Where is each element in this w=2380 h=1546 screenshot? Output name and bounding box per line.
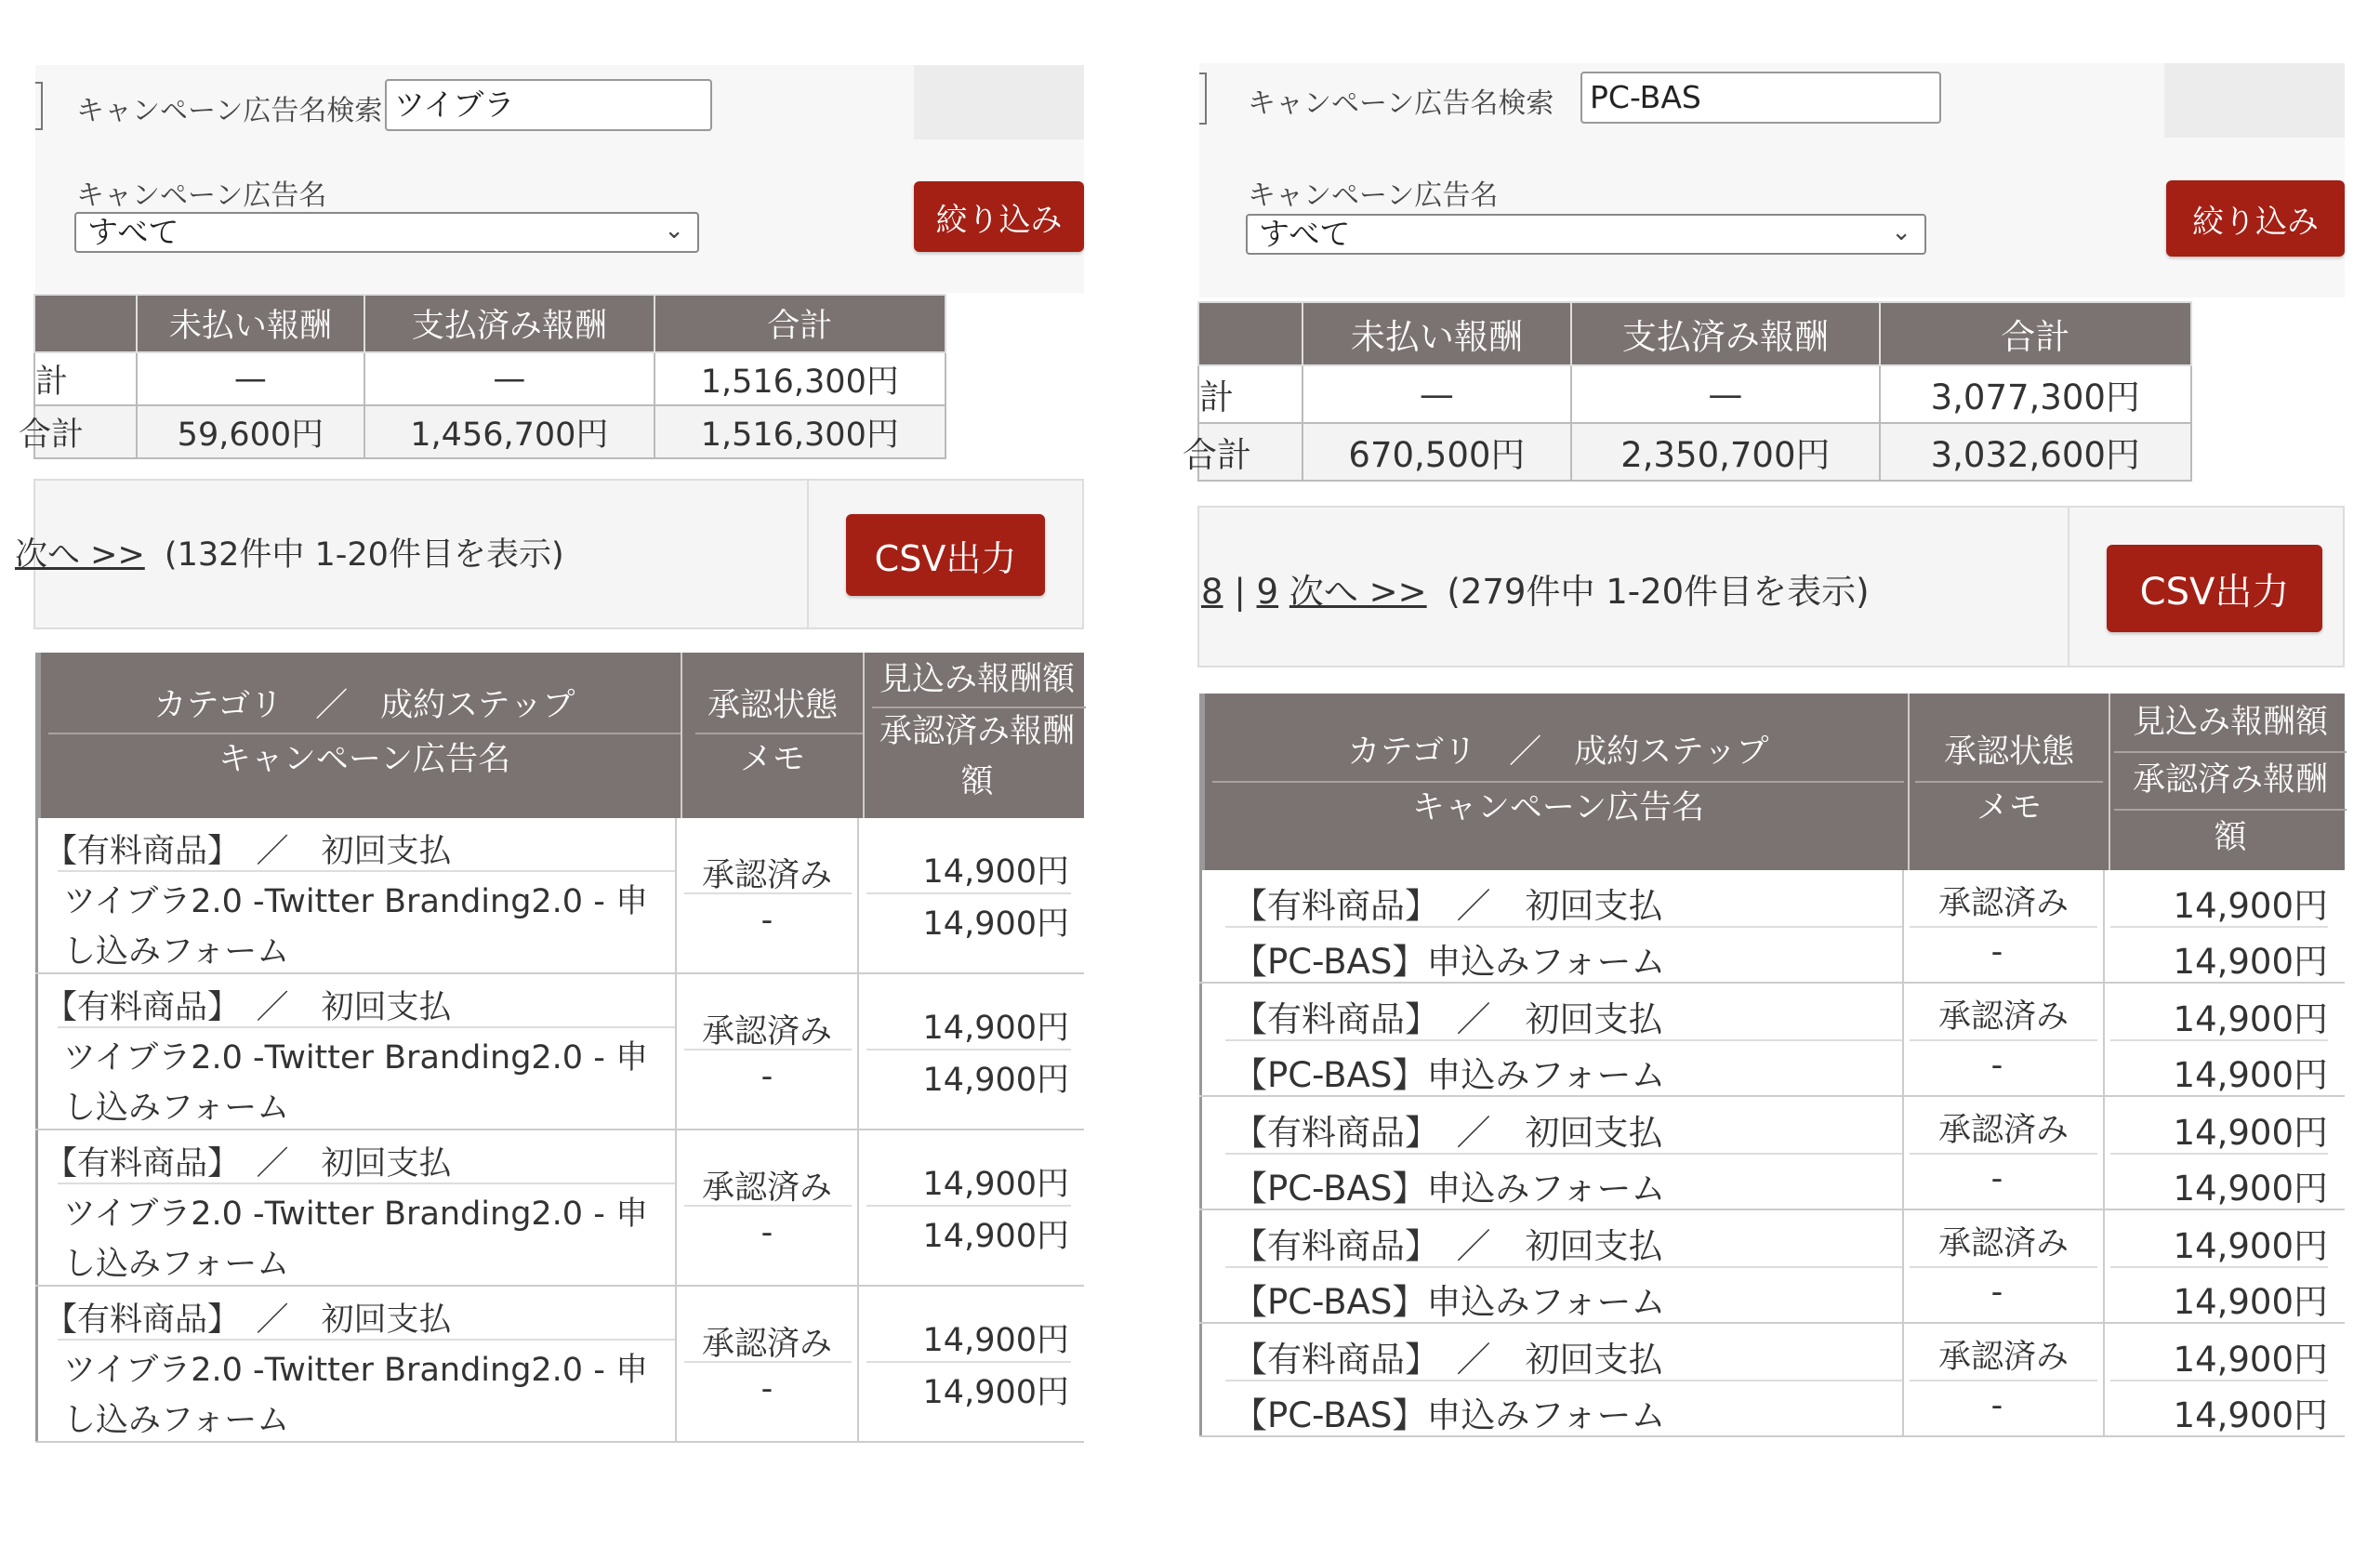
row-status: 承認済み	[1937, 998, 2069, 1036]
row-approved: 14,900円	[2173, 1055, 2328, 1095]
row-status: 承認済み	[1937, 1112, 2069, 1149]
csv-export-button[interactable]: CSV出力	[2107, 545, 2322, 632]
row-campaign-cont: し込みフォーム	[63, 1090, 290, 1127]
row-campaign: 【PC-BAS】申込みフォーム	[1233, 1055, 1666, 1095]
table-row	[1199, 1210, 2345, 1324]
results-table	[35, 653, 1084, 1441]
campaign-search-label: キャンペーン広告名検索	[1248, 87, 1554, 120]
row-expected: 14,900円	[922, 1166, 1069, 1203]
pagination-info: (279件中 1-20件目を表示)	[1447, 572, 1870, 612]
row-campaign: ツイブラ2.0 -Twitter Branding2.0 - 申	[63, 1196, 648, 1233]
campaign-select-label: キャンペーン広告名	[1248, 179, 1499, 212]
campaign-select-label: キャンペーン広告名	[76, 179, 327, 212]
header-campaign: キャンペーン広告名	[1411, 789, 1705, 826]
row-status: 承認済み	[1937, 1339, 2069, 1376]
table-row	[1199, 1097, 2345, 1210]
row-campaign: 【PC-BAS】申込みフォーム	[1233, 1282, 1666, 1322]
campaign-search-input[interactable]: PC-BAS	[1580, 72, 1941, 124]
table-row	[1199, 870, 2345, 984]
filter-button[interactable]: 絞り込み	[914, 181, 1084, 252]
pagination-bar	[1197, 506, 2345, 667]
campaign-select-value: すべて	[1259, 216, 1351, 252]
row-approved: 14,900円	[2173, 1395, 2328, 1435]
header-status: 承認状態	[707, 687, 838, 724]
row-campaign: 【PC-BAS】申込みフォーム	[1233, 1169, 1666, 1209]
table-row	[1199, 1324, 2345, 1437]
header-approved: 承認済み報酬	[879, 713, 1075, 750]
pagination-separator: |	[1234, 572, 1246, 612]
summary-header-unpaid: 未払い報酬	[137, 295, 364, 352]
row-expected: 14,900円	[2173, 886, 2328, 926]
row-category-step: 【有料商品】 ／ 初回支払	[45, 1302, 452, 1339]
chevron-down-icon: ⌄	[664, 217, 684, 244]
row-expected: 14,900円	[2173, 999, 2328, 1039]
summary-unpaid: 670,500円	[1302, 423, 1571, 481]
row-category-step: 【有料商品】 ／ 初回支払	[1233, 999, 1663, 1039]
row-approved: 14,900円	[2173, 942, 2328, 982]
pagination-info: (132件中 1-20件目を表示)	[164, 536, 564, 574]
summary-total: 1,516,300円	[654, 352, 945, 405]
summary-header-blank	[1198, 302, 1302, 365]
summary-row-label: 計	[34, 352, 137, 405]
header-status: 承認状態	[1943, 733, 2074, 771]
summary-header-paid: 支払済み報酬	[1571, 302, 1879, 365]
row-memo: -	[760, 902, 774, 939]
row-category-step: 【有料商品】 ／ 初回支払	[45, 1145, 452, 1183]
summary-row-label: 合計	[1198, 423, 1302, 481]
row-approved: 14,900円	[2173, 1282, 2328, 1322]
results-table	[1199, 694, 2345, 1441]
table-row	[35, 1287, 1084, 1443]
row-memo: -	[1990, 1274, 2003, 1311]
row-campaign: ツイブラ2.0 -Twitter Branding2.0 - 申	[63, 1039, 648, 1077]
summary-table	[19, 294, 946, 459]
row-memo: -	[1990, 1160, 2003, 1197]
filter-button[interactable]: 絞り込み	[2166, 180, 2345, 257]
csv-export-button[interactable]: CSV出力	[846, 514, 1045, 596]
divider	[807, 481, 809, 628]
summary-paid: 2,350,700円	[1571, 423, 1879, 481]
row-memo: -	[1990, 1387, 2003, 1424]
row-approved: 14,900円	[922, 1062, 1069, 1099]
row-campaign: ツイブラ2.0 -Twitter Branding2.0 - 申	[63, 1352, 648, 1389]
summary-total: 1,516,300円	[654, 405, 945, 458]
row-category-step: 【有料商品】 ／ 初回支払	[45, 833, 452, 870]
row-category-step: 【有料商品】 ／ 初回支払	[1233, 1226, 1663, 1266]
filter-section	[1199, 63, 2345, 297]
page-8-link[interactable]: 8	[1201, 572, 1223, 612]
row-category-step: 【有料商品】 ／ 初回支払	[1233, 1340, 1663, 1380]
summary-header-unpaid: 未払い報酬	[1302, 302, 1571, 365]
row-memo: -	[760, 1370, 774, 1407]
summary-header-total: 合計	[1880, 302, 2191, 365]
summary-total: 3,032,600円	[1880, 423, 2191, 481]
campaign-search-label: キャンペーン広告名検索	[76, 95, 383, 127]
summary-table	[1183, 301, 2192, 482]
row-memo: -	[1990, 933, 2003, 971]
row-memo: -	[760, 1058, 774, 1095]
row-status: 承認済み	[701, 1169, 832, 1207]
next-page-link[interactable]: 次へ >>	[1289, 572, 1427, 612]
divider	[2068, 508, 2069, 666]
row-expected: 14,900円	[2173, 1340, 2328, 1380]
row-status: 承認済み	[1937, 1225, 2069, 1262]
row-campaign: ツイブラ2.0 -Twitter Branding2.0 - 申	[63, 883, 648, 920]
campaign-select[interactable]	[74, 212, 699, 253]
summary-paid: —	[1571, 365, 1879, 423]
summary-unpaid: 59,600円	[137, 405, 364, 458]
campaign-search-input[interactable]: ツイブラ	[385, 79, 712, 131]
blank-box	[914, 65, 1084, 139]
row-approved: 14,900円	[922, 905, 1069, 943]
row-campaign-cont: し込みフォーム	[63, 933, 290, 971]
pagination-bar	[15, 479, 1084, 629]
table-row	[1199, 984, 2345, 1097]
row-status: 承認済み	[701, 1326, 832, 1363]
row-campaign-cont: し込みフォーム	[63, 1402, 290, 1439]
header-category-step: カテゴリ ／ 成約ステップ	[153, 687, 575, 724]
header-approved-cont: 額	[960, 763, 994, 800]
row-category-step: 【有料商品】 ／ 初回支払	[1233, 886, 1663, 926]
summary-row-label: 計	[1198, 365, 1302, 423]
row-expected: 14,900円	[922, 1322, 1069, 1359]
row-memo: -	[1990, 1047, 2003, 1084]
campaign-select-value: すべて	[87, 214, 179, 250]
results-table-header	[1199, 694, 2345, 870]
filter-section	[35, 65, 1084, 293]
summary-unpaid: —	[1302, 365, 1571, 423]
row-status: 承認済み	[701, 857, 832, 894]
page-9-link[interactable]: 9	[1256, 572, 1279, 612]
row-campaign-cont: し込みフォーム	[63, 1246, 290, 1283]
header-approved: 承認済み報酬	[2132, 761, 2328, 799]
header-memo: メモ	[1976, 789, 2042, 826]
row-status: 承認済み	[1937, 885, 2069, 922]
row-campaign: 【PC-BAS】申込みフォーム	[1233, 1395, 1666, 1435]
row-campaign: 【PC-BAS】申込みフォーム	[1233, 942, 1666, 982]
summary-paid: 1,456,700円	[364, 405, 654, 458]
header-memo: メモ	[739, 741, 805, 778]
summary-header-blank	[34, 295, 137, 352]
summary-row-label: 合計	[34, 405, 137, 458]
campaign-select[interactable]	[1246, 214, 1926, 255]
next-page-link[interactable]: 次へ >>	[15, 536, 145, 574]
summary-unpaid: —	[137, 352, 364, 405]
table-row	[35, 974, 1084, 1130]
row-expected: 14,900円	[2173, 1113, 2328, 1153]
header-expected: 見込み報酬額	[879, 661, 1075, 698]
summary-header-total: 合計	[654, 295, 945, 352]
header-approved-cont: 額	[2214, 819, 2247, 856]
results-table-header	[35, 653, 1084, 818]
header-campaign: キャンペーン広告名	[218, 741, 511, 778]
summary-total: 3,077,300円	[1880, 365, 2191, 423]
header-expected: 見込み報酬額	[2132, 704, 2328, 741]
summary-paid: —	[364, 352, 654, 405]
blank-box	[2164, 63, 2345, 138]
right-panel	[1183, 63, 2345, 1441]
row-expected: 14,900円	[922, 853, 1069, 891]
row-memo: -	[760, 1214, 774, 1251]
bracket-icon	[1199, 73, 1207, 125]
row-category-step: 【有料商品】 ／ 初回支払	[45, 989, 452, 1026]
table-row	[35, 1130, 1084, 1287]
row-expected: 14,900円	[2173, 1226, 2328, 1266]
summary-header-paid: 支払済み報酬	[364, 295, 654, 352]
chevron-down-icon: ⌄	[1891, 218, 1911, 246]
row-approved: 14,900円	[922, 1374, 1069, 1411]
header-category-step: カテゴリ ／ 成約ステップ	[1347, 733, 1769, 771]
table-row	[35, 818, 1084, 974]
row-expected: 14,900円	[922, 1010, 1069, 1047]
row-approved: 14,900円	[2173, 1169, 2328, 1209]
row-category-step: 【有料商品】 ／ 初回支払	[1233, 1113, 1663, 1153]
bracket-icon	[35, 82, 43, 130]
left-panel	[15, 65, 1084, 1441]
row-approved: 14,900円	[922, 1218, 1069, 1255]
row-status: 承認済み	[701, 1013, 832, 1050]
